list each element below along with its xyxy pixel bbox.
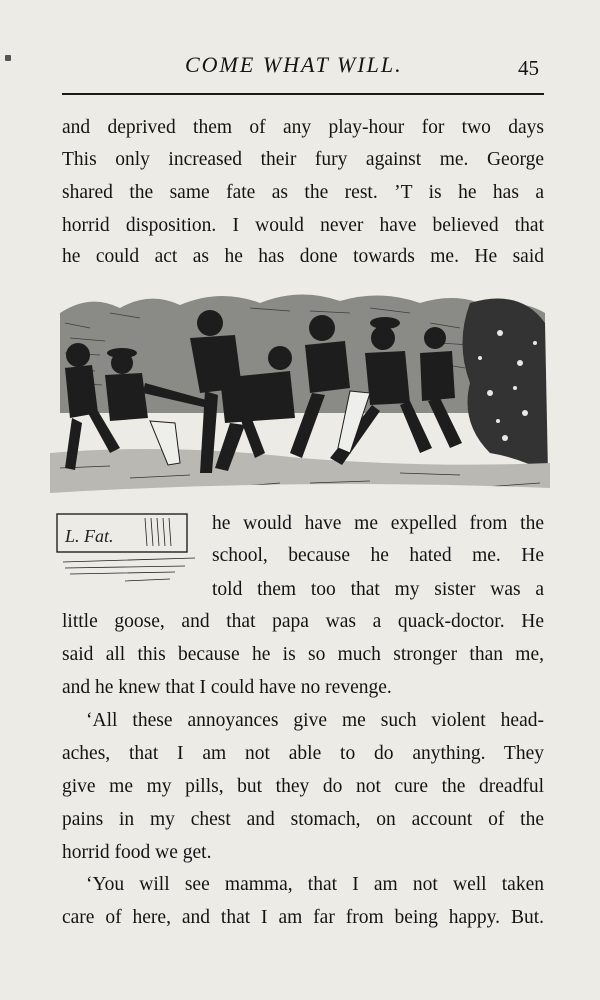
text-line: give me my pills, but they do not cure the dreadful — [62, 776, 544, 797]
text-line: pains in my chest and stomach, on account of the — [62, 809, 544, 830]
text-line: school, because he hated me. He — [212, 545, 544, 566]
page-number: 45 — [518, 56, 539, 80]
signature-vignette — [55, 506, 205, 598]
text-line: told them too that my sister was a — [212, 579, 544, 600]
text-line: This only increased their fury against me. George — [62, 149, 544, 170]
running-header-title: COME WHAT WILL. — [185, 52, 403, 77]
text-line: he could act as he has done towards me. He said — [62, 246, 544, 267]
text-line: and he knew that I could have no revenge. — [62, 677, 392, 698]
margin-mark — [5, 55, 11, 61]
text-line: ‘You will see mamma, that I am not well taken — [86, 874, 544, 895]
text-line: little goose, and that papa was a quack-doctor. He — [62, 611, 544, 632]
text-line: and deprived them of any play-hour for two days — [62, 117, 544, 138]
text-line: said all this because he is so much stronger than me, — [62, 644, 544, 665]
text-line: horrid food we get. — [62, 842, 212, 863]
text-line: horrid disposition. I would never have believed that — [62, 215, 544, 236]
text-line: aches, that I am not able to do anything. They — [62, 743, 544, 764]
text-line: care of here, and that I am far from being happy. But. — [62, 907, 544, 928]
illustrator-signature: L. Fat. — [65, 526, 114, 546]
text-line: shared the same fate as the rest. ’T is he has a — [62, 182, 544, 203]
text-line: he would have me expelled from the — [212, 513, 544, 534]
boys-playing-illustration — [50, 283, 550, 503]
text-line: ‘All these annoyances give me such violent head- — [86, 710, 544, 731]
header-rule — [62, 93, 544, 95]
